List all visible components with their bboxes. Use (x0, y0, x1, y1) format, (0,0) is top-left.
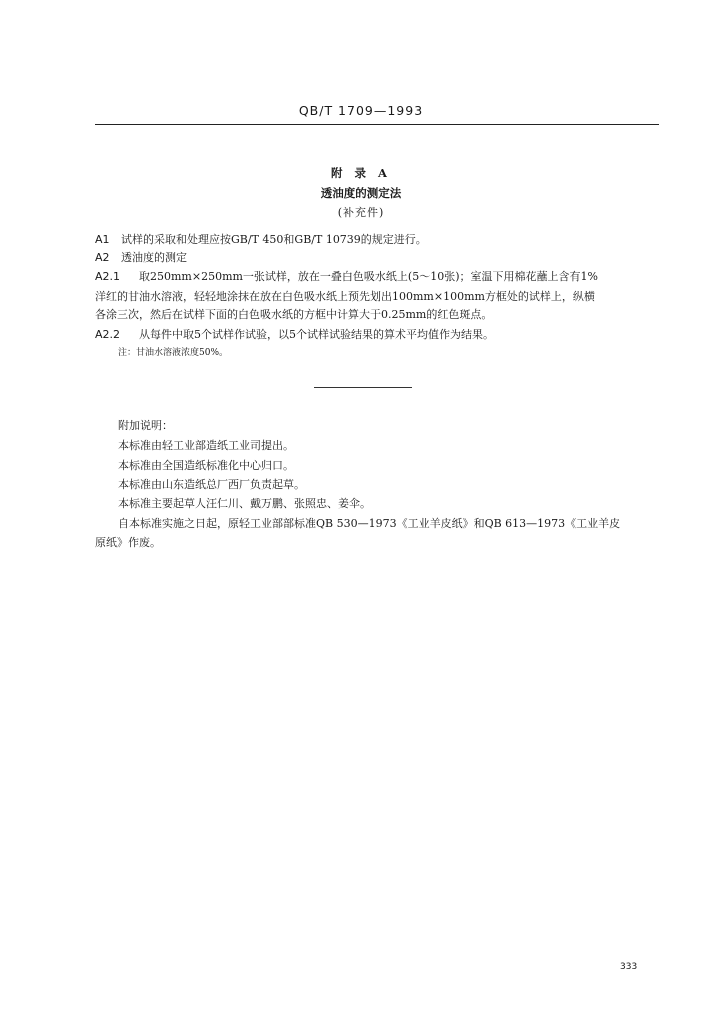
section-code: A2.2 (95, 328, 121, 341)
section-a2-1-continued (95, 305, 660, 325)
section-code: A2 (95, 251, 110, 264)
section-text-line: 洋红的甘油水溶液，轻轻地涂抹在放在白色吸水纸上预先划出100mm×100mm方框处的试样上，纵横 (95, 290, 595, 303)
section-a2-2 (95, 325, 660, 345)
additional-note-line: 原纸》作废。 (95, 536, 161, 549)
section-code: A2.1 (95, 270, 121, 283)
additional-note-line: 本标准由山东造纸总厂西厂负责起草。 (118, 478, 305, 491)
additional-note-line: 本标准由轻工业部造纸工业司提出。 (118, 439, 294, 452)
section-a2 (95, 248, 660, 268)
additional-note-line: 本标准主要起草人汪仁川、戴万鹏、张照忠、姜伞。 (118, 497, 371, 510)
method-title: 透油度的测定法 (320, 186, 402, 200)
note: 注：甘油水溶液浓度50%。 (118, 348, 229, 358)
section-a2-1-continued (95, 287, 660, 307)
section-text: 透油度的测定 (121, 251, 187, 264)
section-divider (314, 387, 412, 388)
section-a1 (95, 230, 660, 250)
standard-number: QB/T 1709—1993 (298, 103, 424, 118)
section-text: 试样的采取和处理应按GB/T 450和GB/T 10739的规定进行。 (121, 233, 427, 246)
additional-note-line: 本标准由全国造纸标准化中心归口。 (118, 459, 294, 472)
page-header (0, 103, 722, 118)
header-rule (95, 124, 659, 125)
section-a2-1 (95, 267, 660, 287)
section-text: 从每件中取5个试样作试验，以5个试样试验结果的算术平均值作为结果。 (139, 328, 494, 341)
supplement-label: (补充件) (337, 206, 385, 219)
page-number: 333 (620, 962, 638, 972)
section-text-line: 取250mm×250mm一张试样，放在一叠白色吸水纸上(5～10张)；室温下用棉花蘸上含有1% (139, 270, 598, 283)
appendix-title: 附 录 A (331, 166, 391, 180)
additional-notes-title: 附加说明： (118, 419, 173, 432)
section-text-line: 各涂三次，然后在试样下面的白色吸水纸的方框中计算大于0.25mm的红色斑点。 (95, 308, 493, 321)
additional-note-line: 自本标准实施之日起，原轻工业部部标准QB 530—1973《工业羊皮纸》和QB 613—1973《工业羊皮 (118, 517, 621, 530)
section-code: A1 (95, 233, 110, 246)
